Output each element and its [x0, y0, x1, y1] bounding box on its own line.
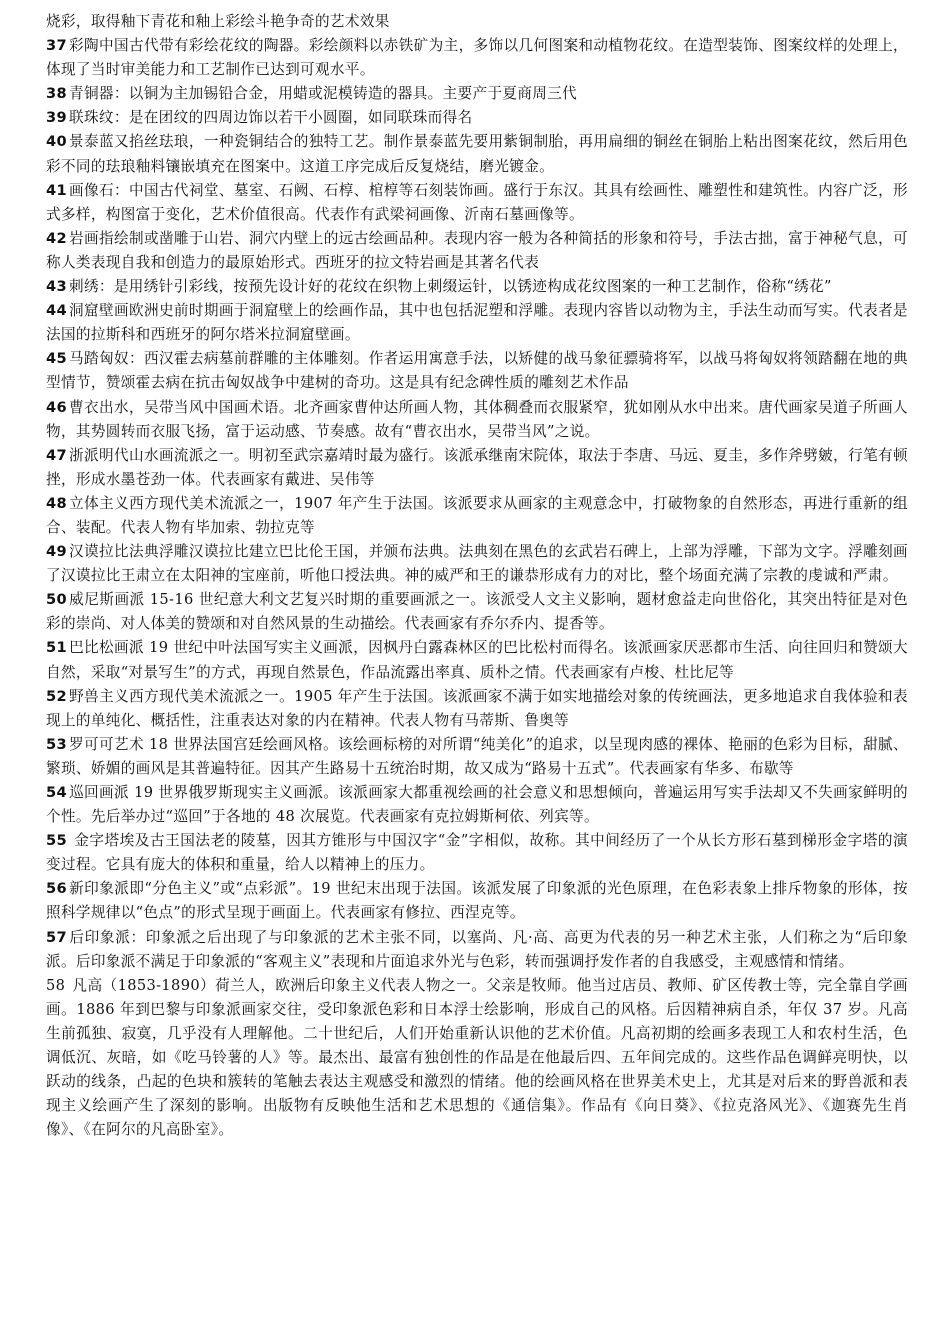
- glossary-entry: [46, 10, 908, 34]
- entry-number: 54: [46, 784, 68, 801]
- entry-text: 马踏匈奴：西汉霍去病墓前群雕的主体雕刻。作者运用寓意手法，以矫健的战马象征骠骑将军，以战马将匈奴将领踏翻在地的典型情节，赞颂霍去病在抗击匈奴战争中建树的奇功。这是具有纪念碑性质的雕刻艺术作品: [46, 350, 908, 392]
- glossary-entry: [46, 636, 908, 684]
- entry-number: 49: [46, 543, 68, 561]
- glossary-entry: [46, 781, 908, 829]
- glossary-entry: [46, 685, 908, 733]
- glossary-entry: [46, 877, 908, 925]
- entry-number: 50: [46, 591, 68, 609]
- glossary-entry: [46, 974, 908, 1143]
- glossary-entry: [46, 492, 908, 540]
- glossary-entry: [46, 396, 908, 444]
- entry-number: 48: [46, 494, 68, 512]
- entry-text: 后印象派：印象派之后出现了与印象派的艺术主张不同，以塞尚、凡·高、高更为代表的另一种艺术主张，人们称之为“后印象派。后印象派不满足于印象派的“客观主义”表现和片面追求外光与色彩，转而强调抒发作者的自我感受，主观感情和情绪。: [46, 928, 908, 970]
- entry-number: 51: [46, 639, 68, 657]
- entry-text: 巡回画派 19 世界俄罗斯现实主义画派。该派画家大都重视绘画的社会意义和思想倾向，普遍运用写实手法却又不失画家鲜明的个性。先后举办过“巡回”于各地的 48 次展览。代表画家有克拉姆斯柯依、列宾等。: [46, 784, 908, 826]
- entry-text: 刺绣：是用绣针引彩线，按预先设计好的花纹在织物上刺缀运针，以锈迹构成花纹图案的一种工艺制作，俗称“绣花”: [69, 278, 832, 296]
- entry-number: 44: [46, 302, 68, 320]
- entry-text: 汉谟拉比法典浮雕汉谟拉比建立巴比伦王国，并颁布法典。法典刻在黑色的玄武岩石碑上，上部为浮雕，下部为文字。浮雕刻画了汉谟拉比王肃立在太阳神的宝座前，听他口授法典。神的威严和王的谦恭形成有力的对比，整个场面充满了宗教的虔诚和严肃。: [46, 543, 908, 585]
- entry-number: 47: [46, 446, 68, 464]
- entry-number: 56: [46, 880, 68, 898]
- entry-text: 威尼斯画派 15-16 世纪意大利文艺复兴时期的重要画派之一。该派受人文主义影响，题材愈益走向世俗化，其突出特征是对色彩的崇尚、对人体美的赞颂和对自然风景的生动描绘。代表画家有乔尔乔内、提香等。: [46, 591, 908, 633]
- glossary-entry: [46, 34, 908, 82]
- entry-number: 40: [46, 133, 68, 151]
- entry-number: 43: [46, 278, 68, 296]
- entry-text: 罗可可艺术 18 世界法国宫廷绘画风格。该绘画标榜的对所谓“纯美化”的追求，以呈现肉感的裸体、艳丽的色彩为目标，甜腻、繁琐、娇媚的画风是其普遍特征。因其产生路易十五统治时期，故又成为“路易十五式”。代表画家有华多、布歇等: [46, 735, 908, 777]
- entry-number: 38: [46, 85, 68, 103]
- glossary-entry: [46, 130, 908, 178]
- glossary-entry: [46, 926, 908, 974]
- entry-number: 45: [46, 350, 68, 368]
- glossary-entry: [46, 82, 908, 106]
- entry-number: 58: [46, 976, 66, 994]
- entry-number: 53: [46, 735, 68, 753]
- glossary-entry: [46, 444, 908, 492]
- entry-text: 景泰蓝又掐丝珐琅，一种瓷铜结合的独特工艺。制作景泰蓝先要用紫铜制胎，再用扁细的铜丝在铜胎上粘出图案花纹，然后用色彩不同的珐琅釉料镶嵌填充在图案中。这道工序完成后反复烧结，磨光镀金。: [46, 133, 908, 175]
- entry-number: 41: [46, 181, 68, 199]
- glossary-entry: [46, 275, 908, 299]
- entry-text: 烧彩，取得釉下青花和釉上彩绘斗艳争奇的艺术效果: [46, 13, 390, 30]
- entry-text: 立体主义西方现代美术流派之一，1907 年产生于法国。该派要求从画家的主观意念中，打破物象的自然形态，再进行重新的组合、装配。代表人物有毕加索、勃拉克等: [46, 494, 908, 536]
- glossary-entry: [46, 733, 908, 781]
- entry-text: 巴比松画派 19 世纪中叶法国写实主义画派，因枫丹白露森林区的巴比松村而得名。该派画家厌恶都市生活、向往回归和赞颂大自然，采取“对景写生”的方式，再现自然景色，作品流露出率真、质朴之情。代表画家有卢梭、杜比尼等: [46, 639, 908, 681]
- entry-number: 39: [46, 109, 68, 127]
- entry-text: 岩画指绘制或凿雕于山岩、洞穴内壁上的远古绘画品种。表现内容一般为各种简括的形象和符号，手法古拙，富于神秘气息，可称人类表现自我和创造力的最原始形式。西班牙的拉文特岩画是其著名代表: [46, 229, 908, 271]
- glossary-entry: [46, 540, 908, 588]
- entry-text: 金字塔埃及古王国法老的陵墓，因其方锥形与中国汉字“金”字相似，故称。其中间经历了一个从长方形石墓到梯形金字塔的演变过程。它具有庞大的体积和重量，给人以精神上的压力。: [46, 832, 908, 874]
- entry-text: 野兽主义西方现代美术流派之一。1905 年产生于法国。该派画家不满于如实地描绘对象的传统画法，更多地追求自我体验和表现上的单纯化、概括性，注重表达对象的内在精神。代表人物有马蒂斯、鲁奥等: [46, 687, 908, 729]
- glossary-entry: [46, 179, 908, 227]
- entry-number: 37: [46, 37, 68, 55]
- entry-text: 联珠纹：是在团纹的四周边饰以若干小圆圈，如同联珠而得名: [69, 109, 473, 127]
- entry-number: 42: [46, 229, 68, 247]
- entry-text: 浙派明代山水画流派之一。明初至武宗嘉靖时最为盛行。该派承继南宋院体，取法于李唐、马远、夏圭，多作斧劈皴，行笔有顿挫，形成水墨苍劲一体。代表画家有戴进、吴伟等: [46, 446, 908, 488]
- entry-text: 洞窟壁画欧洲史前时期画于洞窟壁上的绘画作品，其中也包括泥塑和浮雕。表现内容皆以动物为主，手法生动而写实。代表者是法国的拉斯科和西班牙的阿尔塔米拉洞窟壁画。: [46, 302, 908, 344]
- glossary-entry: [46, 347, 908, 395]
- glossary-entry: [46, 227, 908, 275]
- entry-number: 55: [46, 832, 68, 850]
- entry-number: 46: [46, 398, 68, 416]
- entry-number: 57: [46, 928, 68, 946]
- entry-text: 青铜器：以铜为主加锡铅合金，用蜡或泥模铸造的器具。主要产于夏商周三代: [69, 85, 578, 103]
- entry-text: 凡高（1853-1890）荷兰人，欧洲后印象主义代表人物之一。父亲是牧师。他当过店员、教师、矿区传教士等，完全靠自学画画。1886 年到巴黎与印象派画家交往，受印象派色彩和日本浮士绘影响，形成自己的风格。后因精神病自杀，年仅 37 岁。凡高生前孤独、寂寞，几乎没有人理解他。二十世纪后，人们开始重新认识他的艺术价值。凡高初期的绘画多表现工人和农村生活，色调低沉、灰暗，如《吃马铃薯的人》等。最杰出、最富有独创性的作品是在他最后四、五年间完成的。这些作品色调鲜亮明快，以跃动的线条，凸起的色块和簇转的笔触去表达主观感受和激烈的情绪。他的绘画风格在世界美术史上，尤其是对后来的野兽派和表现主义绘画产生了深刻的影响。出版物有反映他生活和艺术思想的《通信集》。作品有《向日葵》、《拉克洛风光》、《迦赛先生肖像》、《在阿尔的凡高卧室》。: [46, 976, 908, 1139]
- entry-number: 52: [46, 687, 68, 705]
- entry-text: 新印象派即“分色主义”或“点彩派”。19 世纪末出现于法国。该派发展了印象派的光色原理，在色彩表象上排斥物象的形体，按照科学规律以“色点”的形式呈现于画面上。代表画家有修拉、西涅克等。: [46, 880, 908, 922]
- glossary-entry: [46, 106, 908, 130]
- entry-text: 曹衣出水，吴带当风中国画术语。北齐画家曹仲达所画人物，其体稠叠而衣服紧窄，犹如刚从水中出来。唐代画家吴道子所画人物，其势圆转而衣服飞扬，富于运动感、节奏感。故有“曹衣出水，吴带当风”之说。: [46, 398, 908, 440]
- entry-text: 画像石：中国古代祠堂、墓室、石阙、石椁、棺椁等石刻装饰画。盛行于东汉。其具有绘画性、雕塑性和建筑性。内容广泛，形式多样，构图富于变化，艺术价值很高。代表作有武梁祠画像、沂南石墓画像等。: [46, 181, 908, 223]
- glossary-entry: [46, 299, 908, 347]
- entry-text: 彩陶中国古代带有彩绘花纹的陶器。彩绘颜料以赤铁矿为主，多饰以几何图案和动植物花纹。在造型装饰、图案纹样的处理上，体现了当时审美能力和工艺制作已达到可观水平。: [46, 37, 908, 79]
- glossary-entry: [46, 588, 908, 636]
- glossary-entry: [46, 829, 908, 877]
